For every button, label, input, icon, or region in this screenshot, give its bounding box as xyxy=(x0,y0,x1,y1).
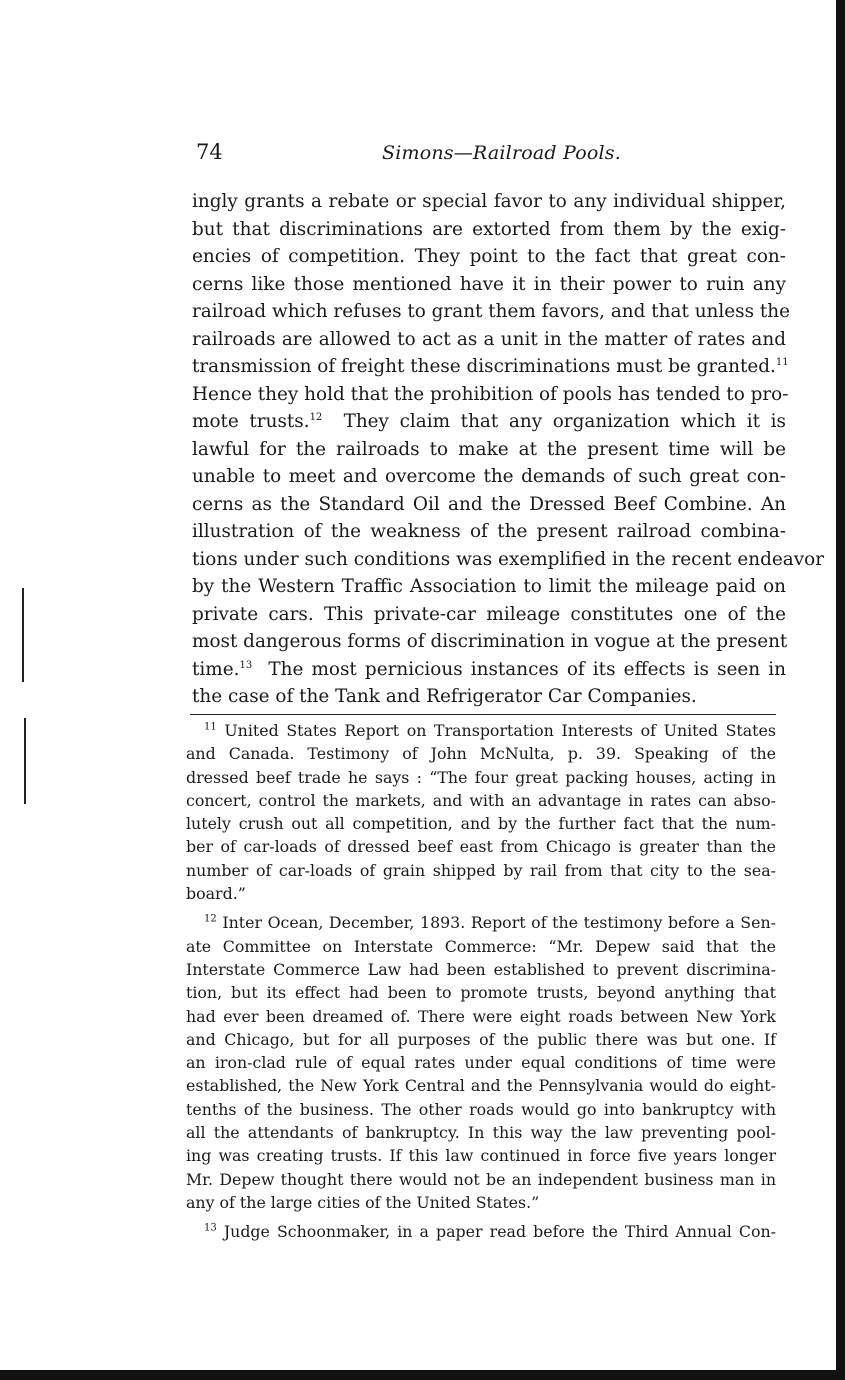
text-line: by the Western Traffic Association to limit the mileage paid on xyxy=(192,576,786,597)
footnote-line: established, the New York Central and the Pennsylvania would do eight- xyxy=(186,1076,776,1096)
footnote-line: and Canada. Testimony of John McNulta, p. 39. Speaking of the xyxy=(186,744,776,764)
footnotes xyxy=(186,719,776,1250)
footnote-line xyxy=(186,1220,776,1243)
text-line: railroad which refuses to grant them favors, and that unless the xyxy=(192,301,790,322)
text-line-tail: They claim that any organization which it is xyxy=(343,411,786,432)
text-line: private cars. This private-car mileage constitutes one of the xyxy=(192,603,786,625)
footnote-ref-13[interactable]: 13 xyxy=(239,659,253,671)
footnote-marker: 11 xyxy=(204,721,217,733)
text-line-tail: The most pernicious instances of its effects is seen in xyxy=(268,658,786,680)
text-line: railroads are allowed to act as a unit in the matter of rates and xyxy=(192,328,786,350)
text-line: the case of the Tank and Refrigerator Car Companies. xyxy=(192,686,697,707)
page-header xyxy=(196,140,786,174)
footnote-marker: 12 xyxy=(204,914,217,926)
main-text xyxy=(192,188,825,711)
text-line-content: mote trusts. xyxy=(192,411,310,432)
footnote-line: tenths of the business. The other roads would go into bankruptcy with xyxy=(186,1099,776,1119)
footnote-line-content: United States Report on Transportation Interests of United States xyxy=(224,721,776,740)
scan-margin-mark xyxy=(24,718,26,804)
footnote-line xyxy=(186,911,776,934)
text-line: encies of competition. They point to the fact that great con- xyxy=(192,246,786,267)
footnote-line: had ever been dreamed of. There were eight roads between New York xyxy=(186,1006,776,1026)
footnote-line-content: Judge Schoonmaker, in a paper read before the Third Annual Con- xyxy=(223,1222,776,1242)
footnote-line: Interstate Commerce Law had been established to prevent discrimina- xyxy=(186,959,776,979)
footnote-ref-11[interactable]: 11 xyxy=(775,356,789,368)
text-line: illustration of the weakness of the present railroad combina- xyxy=(192,521,786,542)
text-line xyxy=(192,408,786,436)
text-line: but that discriminations are extorted from them by the exig- xyxy=(192,218,786,240)
text-line: tions under such conditions was exemplified in the recent endeavor xyxy=(192,548,825,570)
footnote-line: any of the large cities of the United States.” xyxy=(186,1192,540,1212)
text-line-content: transmission of freight these discriminations must be granted. xyxy=(192,356,776,377)
running-title: Simons—Railroad Pools. xyxy=(382,142,621,164)
footnote-line: ate Committee on Interstate Commerce: “Mr. Depew said that the xyxy=(186,936,776,956)
scan-margin-mark xyxy=(22,588,24,682)
text-line-content: time. xyxy=(192,658,240,680)
text-line: most dangerous forms of discrimination in vogue at the present xyxy=(192,631,788,652)
footnote-line: lutely crush out all competition, and by the further fact that the num- xyxy=(186,814,776,834)
footnote-11 xyxy=(186,719,776,905)
footnote-13 xyxy=(186,1220,776,1243)
footnote-line: ing was creating trusts. If this law continued in force five years longer xyxy=(186,1146,776,1166)
footnote-line: ber of car-loads of dressed beef east from Chicago is greater than the xyxy=(186,837,776,857)
footnote-ref-12[interactable]: 12 xyxy=(309,411,323,423)
footnote-line: dressed beef trade he says : “The four great packing houses, acting in xyxy=(186,767,776,787)
page-number: 74 xyxy=(196,140,223,164)
footnote-line: all the attendants of bankruptcy. In this way the law preventing pool- xyxy=(186,1123,776,1143)
text-line: unable to meet and overcome the demands of such great con- xyxy=(192,466,786,487)
footnote-line: an iron-clad rule of equal rates under equal conditions of time were xyxy=(186,1053,776,1073)
footnote-line: and Chicago, but for all purposes of the public there was but one. If xyxy=(186,1029,776,1049)
text-line: Hence they hold that the prohibition of pools has tended to pro- xyxy=(192,383,789,405)
footnote-line: concert, control the markets, and with an advantage in rates can abso- xyxy=(186,790,776,810)
text-line: lawful for the railroads to make at the present time will be xyxy=(192,438,786,460)
footnote-12 xyxy=(186,911,776,1214)
footnote-line: number of car-loads of grain shipped by rail from that city to the sea- xyxy=(186,860,776,880)
scan-right-edge xyxy=(836,0,845,1380)
footnote-line: tion, but its effect had been to promote trusts, beyond anything that xyxy=(186,983,776,1003)
text-line: ingly grants a rebate or special favor to any individual shipper, xyxy=(192,191,786,212)
text-line xyxy=(192,656,786,684)
text-line: cerns like those mentioned have it in their power to ruin any xyxy=(192,273,786,295)
footnote-marker: 13 xyxy=(204,1222,217,1234)
footnote-divider xyxy=(190,714,776,715)
footnote-line: board.” xyxy=(186,884,246,904)
footnote-line: Mr. Depew thought there would not be an independent business man in xyxy=(186,1169,776,1189)
footnote-line xyxy=(186,719,776,742)
text-line xyxy=(192,353,789,381)
text-line: cerns as the Standard Oil and the Dressed Beef Combine. An xyxy=(192,493,786,515)
scan-bottom-edge xyxy=(0,1370,845,1380)
footnote-line-content: Inter Ocean, December, 1893. Report of the testimony before a Sen- xyxy=(222,913,776,933)
